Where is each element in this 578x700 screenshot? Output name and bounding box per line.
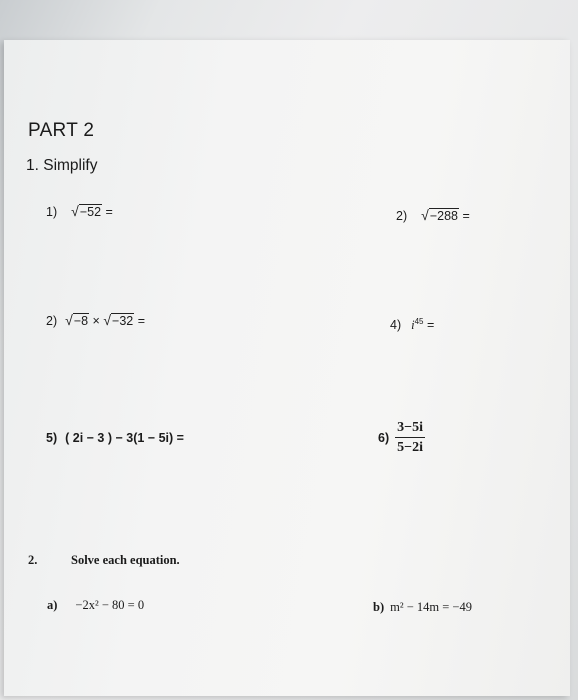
- problem-6: [378, 420, 425, 456]
- radical-expression-b: [103, 312, 134, 328]
- problem-label: 5): [46, 431, 58, 445]
- radicand: −32: [112, 314, 134, 328]
- section-2-number: 2.: [28, 553, 38, 567]
- problem-a: [47, 598, 144, 613]
- times-sign: ×: [89, 314, 104, 328]
- radical-sign: √: [65, 312, 73, 328]
- radical-expression-a: [65, 312, 89, 328]
- problem-5: [46, 431, 184, 445]
- problem-3: [46, 312, 145, 328]
- problem-4: [390, 317, 434, 333]
- fraction: [395, 420, 425, 456]
- radical-sign: √: [71, 203, 79, 219]
- problem-label: 2): [396, 209, 408, 223]
- radical-sign: √: [421, 207, 429, 223]
- equals: =: [458, 209, 470, 223]
- denominator: 5−2i: [397, 440, 423, 455]
- part-title: PART 2: [28, 120, 95, 141]
- problem-label: 2): [46, 314, 58, 328]
- numerator: 3−5i: [395, 420, 425, 438]
- problem-label: b): [373, 600, 385, 614]
- exponent: 45: [414, 317, 424, 326]
- imaginary-unit: i: [411, 318, 415, 333]
- equals: =: [134, 314, 146, 328]
- equals: =: [423, 318, 435, 333]
- problem-label: 4): [390, 318, 402, 333]
- problem-2: [396, 207, 470, 223]
- equation: −2x² − 80 = 0: [75, 598, 145, 612]
- radicand: −52: [79, 205, 102, 219]
- problem-label: 1): [46, 205, 58, 219]
- section-2-heading: Solve each equation.: [71, 553, 180, 567]
- equals: =: [102, 205, 113, 219]
- radical-expression: [421, 207, 459, 223]
- expression: ( 2i − 3 ) − 3(1 − 5i) =: [65, 431, 184, 445]
- radical-sign: √: [103, 312, 112, 328]
- radicand: −8: [73, 314, 89, 328]
- section-1-heading: 1. Simplify: [26, 157, 98, 174]
- problem-b: [373, 600, 472, 615]
- radicand: −288: [429, 209, 458, 223]
- problem-1: [46, 203, 113, 219]
- problem-label: 6): [378, 431, 390, 445]
- equation: m² − 14m = −49: [390, 600, 472, 614]
- radical-expression: [71, 203, 102, 219]
- problem-label: a): [47, 598, 58, 612]
